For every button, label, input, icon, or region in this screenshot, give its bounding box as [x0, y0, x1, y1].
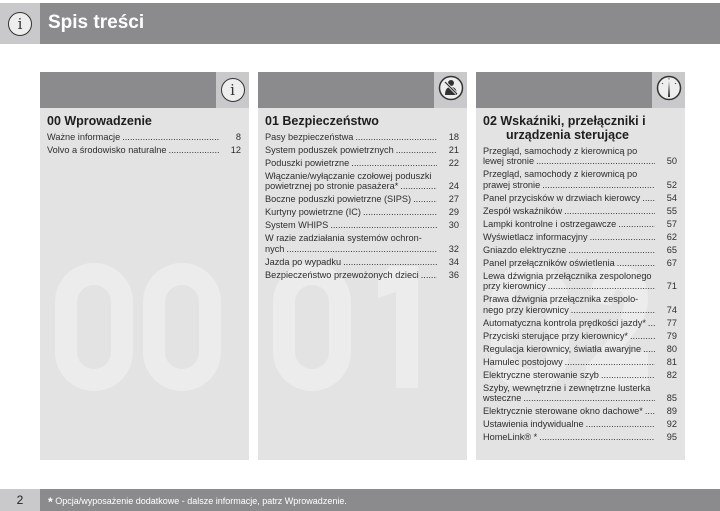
panel-icon-box — [652, 72, 685, 108]
page-footer — [0, 489, 720, 511]
toc-entry-text: Lampki kontrolne i ostrzegawcze — [483, 218, 617, 229]
dot-leader — [645, 406, 655, 416]
dot-leader — [548, 281, 655, 291]
toc-entry[interactable] — [483, 169, 677, 190]
toc-entry-page: 57 — [666, 218, 677, 229]
toc-entry[interactable] — [483, 206, 677, 216]
toc-entry-page: 12 — [230, 145, 241, 155]
toc-entry[interactable] — [483, 344, 677, 354]
toc-entry-page: 67 — [666, 257, 677, 268]
toc-entry[interactable] — [265, 207, 459, 217]
toc-entry[interactable] — [483, 331, 677, 341]
toc-entry-text: Kurtyny powietrzne (IC) — [265, 207, 361, 218]
dot-leader — [122, 132, 219, 142]
dot-leader — [400, 181, 437, 191]
toc-entry-page: 34 — [448, 256, 459, 267]
toc-entry-page: 65 — [666, 244, 677, 255]
toc-entry[interactable] — [483, 432, 677, 442]
toc-entry-text: przy kierownicy — [483, 281, 546, 292]
toc-entry-text: Hamulec postojowy — [483, 356, 563, 367]
section-panel-02 — [476, 72, 685, 460]
toc-entry-text: nego przy kierownicy — [483, 304, 569, 315]
toc-entry[interactable] — [47, 145, 241, 155]
section-title-line: 01 Bezpieczeństwo — [265, 114, 379, 128]
dot-leader — [536, 156, 655, 166]
toc-entry-page: 71 — [666, 281, 677, 292]
dot-leader — [571, 305, 655, 315]
footnote — [48, 495, 347, 509]
section-panel-00 — [40, 72, 249, 460]
toc-entry[interactable] — [483, 318, 677, 328]
gauge-icon — [656, 75, 682, 106]
toc-entry-text: Ustawienia indywidualne — [483, 419, 584, 430]
header-icon-box — [0, 3, 40, 44]
toc-entry-text: Wyświetlacz informacyjny — [483, 231, 588, 242]
toc-entry-page: 29 — [448, 207, 459, 218]
toc-entry-page: 80 — [666, 343, 677, 354]
toc-entry-text: wsteczne — [483, 393, 522, 404]
section-title — [265, 114, 459, 128]
toc-entry-page: 50 — [666, 156, 677, 167]
section-watermark — [54, 262, 234, 397]
toc-entry-page: 95 — [666, 432, 677, 443]
toc-entry[interactable] — [265, 257, 459, 267]
toc-entry[interactable] — [47, 132, 241, 142]
toc-entry[interactable] — [265, 145, 459, 155]
section-title — [47, 114, 241, 128]
dot-leader — [648, 318, 655, 328]
dot-leader — [343, 257, 437, 267]
toc-entry-page: 81 — [666, 356, 677, 367]
toc-entry-page: 30 — [448, 220, 459, 231]
toc-entry-page: 36 — [448, 269, 459, 280]
section-title-line: 02 Wskaźniki, przełączniki i — [483, 114, 646, 128]
toc-entry[interactable] — [483, 258, 677, 268]
dot-leader — [169, 145, 219, 155]
panel-header-band — [258, 72, 434, 108]
toc-entry-text: powietrznej po stronie pasażera* — [265, 181, 399, 192]
toc-entry-page: 79 — [666, 330, 677, 341]
dot-leader — [523, 393, 655, 403]
dot-leader — [618, 219, 655, 229]
toc-entry[interactable] — [265, 270, 459, 280]
dot-leader — [643, 344, 655, 354]
toc-entry[interactable] — [265, 132, 459, 142]
toc-entry-page: 55 — [666, 205, 677, 216]
toc-entry[interactable] — [483, 146, 677, 167]
toc-entry[interactable] — [483, 419, 677, 429]
dot-leader — [601, 370, 655, 380]
toc-entry[interactable] — [483, 406, 677, 416]
toc-entry-text: Przegląd, samochody z kierownicą po — [483, 169, 638, 180]
dot-leader — [351, 158, 437, 168]
section-title-line: 00 Wprowadzenie — [47, 114, 152, 128]
dot-leader — [421, 270, 437, 280]
section-title-line: urządzenia sterujące — [506, 128, 629, 142]
dot-leader — [542, 180, 655, 190]
toc-entry[interactable] — [483, 370, 677, 380]
toc-entry[interactable] — [265, 158, 459, 168]
panel-icon-box — [434, 72, 467, 108]
toc-entry[interactable] — [483, 294, 677, 315]
toc-entry-page: 89 — [666, 406, 677, 417]
toc-entry-text: Elektrycznie sterowane okno dachowe* — [483, 406, 643, 417]
toc-entry[interactable] — [265, 194, 459, 204]
toc-entry-text: prawej stronie — [483, 179, 541, 190]
toc-entry[interactable] — [483, 245, 677, 255]
toc-entry[interactable] — [483, 383, 677, 404]
toc-entry-page: 27 — [448, 194, 459, 205]
footnote-asterisk: * — [48, 495, 53, 509]
toc-entry-text: Jazda po wypadku — [265, 256, 342, 267]
toc-entry[interactable] — [483, 232, 677, 242]
toc-entry[interactable] — [483, 357, 677, 367]
dot-leader — [586, 419, 655, 429]
toc-entry-page: 52 — [666, 179, 677, 190]
toc-entry-text: System WHIPS — [265, 220, 329, 231]
toc-entry[interactable] — [483, 219, 677, 229]
dot-leader — [564, 206, 655, 216]
toc-entry-page: 85 — [666, 393, 677, 404]
panel-header-band — [476, 72, 652, 108]
toc-entry-page: 32 — [448, 243, 459, 254]
toc-entry-text: Bezpieczeństwo przewożonych dzieci — [265, 269, 419, 280]
toc-entry[interactable] — [483, 193, 677, 203]
toc-entry-text: Szyby, wewnętrzne i zewnętrzne lusterka — [483, 382, 651, 393]
dot-leader — [568, 245, 655, 255]
panel-header-band — [40, 72, 216, 108]
toc-entry-page: 18 — [448, 132, 459, 142]
toc-entry-text: Przyciski sterujące przy kierownicy* — [483, 330, 628, 341]
toc-entry-text: System poduszek powietrznych — [265, 145, 394, 155]
dot-leader — [413, 194, 437, 204]
toc-entry-page: 92 — [666, 419, 677, 430]
toc-entry-text: Panel przełączników oświetlenia — [483, 257, 615, 268]
toc-entry-text: W razie zadziałania systemów ochron- — [265, 233, 422, 244]
toc-entry-text: Elektryczne sterowanie szyb — [483, 369, 599, 380]
toc-entry-text: Zespół wskaźników — [483, 205, 563, 216]
toc-entry-text: Ważne informacje — [47, 132, 121, 142]
dot-leader — [642, 193, 655, 203]
toc-entry[interactable] — [265, 220, 459, 230]
dot-leader — [330, 220, 437, 230]
dot-leader — [590, 232, 655, 242]
dot-leader — [539, 432, 655, 442]
toc-entry[interactable] — [483, 271, 677, 292]
toc-entry-text: Volvo a środowisko naturalne — [47, 145, 167, 155]
dot-leader — [630, 331, 655, 341]
toc-entry-page: 22 — [448, 158, 459, 168]
footnote-text: Opcja/wyposażenie dodatkowe - dalsze informacje, patrz Wprowadzenie. — [55, 496, 347, 506]
toc-entry-page: 24 — [448, 181, 459, 192]
toc-entry[interactable] — [265, 171, 459, 192]
toc-entry-text: nych — [265, 243, 285, 254]
dot-leader — [355, 132, 437, 142]
toc-entry-page: 82 — [666, 369, 677, 380]
dot-leader — [565, 357, 655, 367]
page-number: 2 — [0, 489, 40, 511]
toc-entry-page: 74 — [666, 304, 677, 315]
toc-entry-text: Regulacja kierownicy, światła awaryjne — [483, 343, 642, 354]
page-title: Spis treści — [48, 12, 145, 33]
toc-entry-page: 8 — [235, 132, 241, 142]
page-header — [0, 3, 720, 44]
dot-leader — [286, 244, 437, 254]
info-icon: i — [8, 12, 32, 36]
toc-entry-text: Boczne poduszki powietrzne (SIPS) — [265, 194, 412, 205]
dot-leader — [396, 145, 437, 155]
toc-entry-text: Gniazdo elektryczne — [483, 244, 567, 255]
toc-entry-text: lewej stronie — [483, 156, 535, 167]
seatbelt-icon — [438, 75, 464, 106]
dot-leader — [363, 207, 437, 217]
toc-entry-text: Włączanie/wyłączanie czołowej poduszki — [265, 171, 432, 181]
panel-icon-box — [216, 72, 249, 108]
toc-entry-page: 77 — [666, 317, 677, 328]
toc-entry-text: HomeLink® * — [483, 432, 538, 443]
toc-entry-text: Panel przycisków w drzwiach kierowcy — [483, 192, 641, 203]
section-panel-01 — [258, 72, 467, 460]
toc-entry[interactable] — [265, 233, 459, 254]
toc-entry-text: Automatyczna kontrola prędkości jazdy* — [483, 317, 646, 328]
section-title — [483, 114, 677, 142]
toc-entry-page: 62 — [666, 231, 677, 242]
toc-entry-text: Przegląd, samochody z kierownicą po — [483, 146, 638, 156]
toc-entry-page: 54 — [666, 192, 677, 203]
toc-entry-text: Lewa dźwignia przełącznika zespolonego — [483, 270, 652, 281]
toc-entry-text: Poduszki powietrzne — [265, 158, 350, 168]
info-icon: i — [221, 78, 245, 102]
toc-entry-text: Prawa dźwignia przełącznika zespolo- — [483, 294, 639, 305]
toc-entry-page: 21 — [448, 145, 459, 155]
dot-leader — [617, 258, 655, 268]
toc-entry-text: Pasy bezpieczeństwa — [265, 132, 354, 142]
